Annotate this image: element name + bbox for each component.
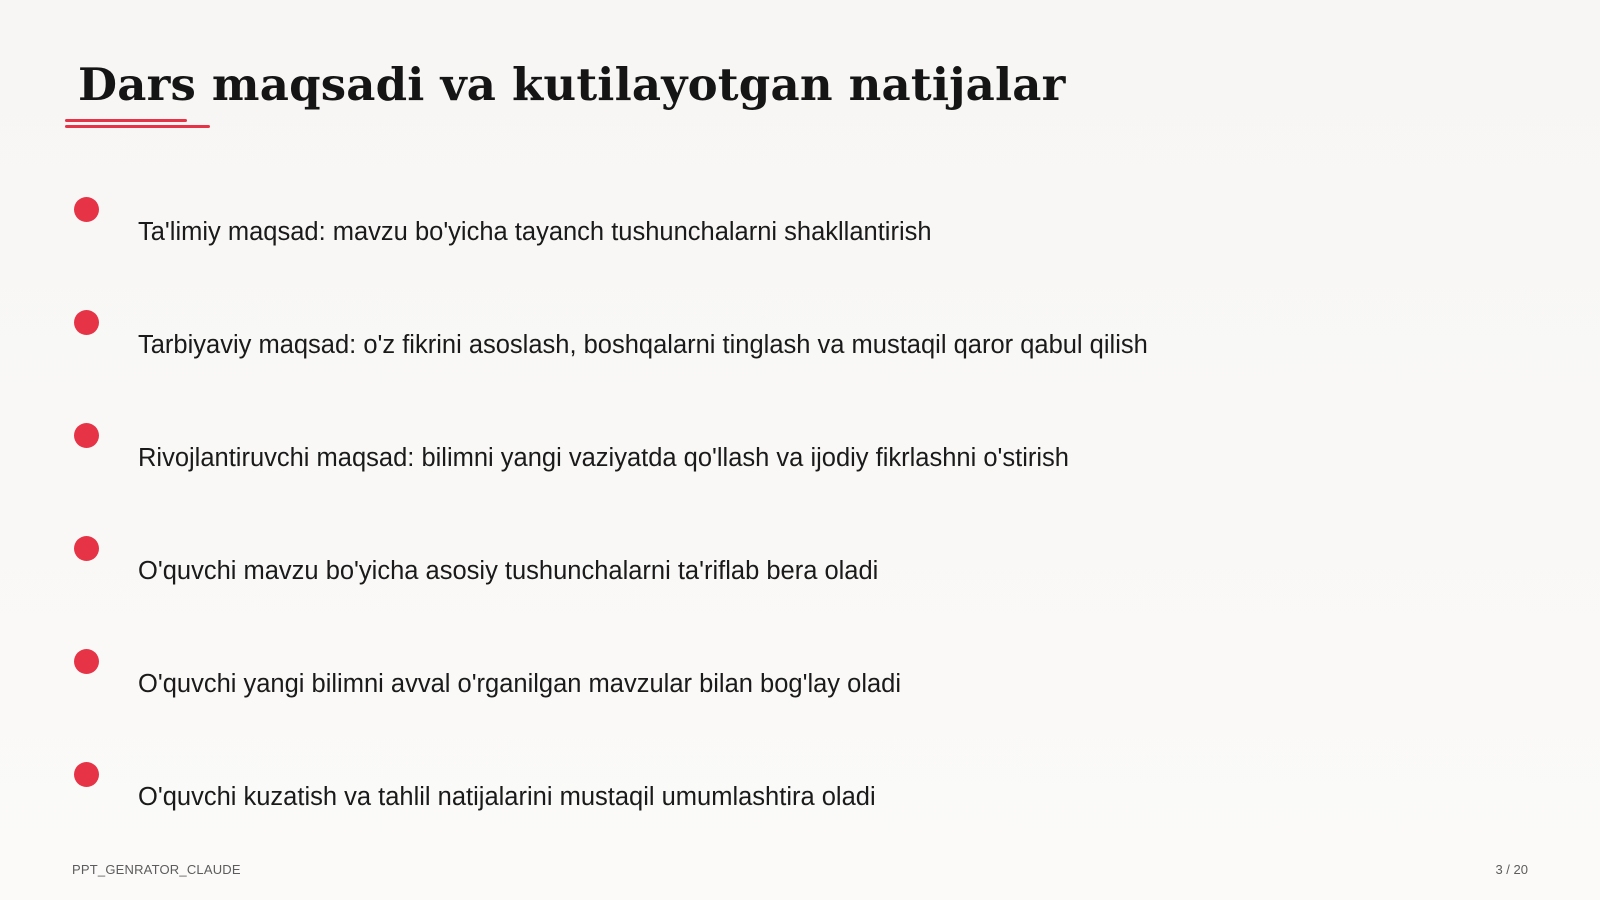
- bullet-text: O'quvchi mavzu bo'yicha asosiy tushunchalarni ta'riflab bera oladi: [138, 557, 879, 585]
- bullet-text: Tarbiyaviy maqsad: o'z fikrini asoslash, boshqalarni tinglash va mustaqil qaror qabul qilish: [138, 331, 1148, 359]
- bullet-dot-icon: [74, 197, 99, 222]
- bullet-item: [0, 310, 1400, 400]
- bullet-text: O'quvchi kuzatish va tahlil natijalarini mustaqil umumlashtira oladi: [138, 783, 876, 811]
- bullet-dot-icon: [74, 649, 99, 674]
- bullet-item: [0, 649, 1400, 739]
- bullet-item: [0, 197, 1400, 287]
- footer-brand: PPT_GENRATOR_CLAUDE: [72, 862, 241, 877]
- bullet-dot-icon: [74, 536, 99, 561]
- bullet-dot-icon: [74, 310, 99, 335]
- bullet-text: Ta'limiy maqsad: mavzu bo'yicha tayanch tushunchalarni shakllantirish: [138, 218, 932, 246]
- bullet-item: [0, 423, 1400, 513]
- bullet-dot-icon: [74, 423, 99, 448]
- bullet-text: O'quvchi yangi bilimni avval o'rganilgan mavzular bilan bog'lay oladi: [138, 670, 902, 698]
- page-indicator: 3 / 20: [1495, 862, 1528, 877]
- bullet-item: [0, 762, 1400, 852]
- bullet-text: Rivojlantiruvchi maqsad: bilimni yangi vaziyatda qo'llash va ijodiy fikrlashni o'stirish: [138, 444, 1069, 472]
- bullet-dot-icon: [74, 762, 99, 787]
- slide-title: Dars maqsadi va kutilayotgan natijalar: [78, 58, 1066, 111]
- bullet-item: [0, 536, 1400, 626]
